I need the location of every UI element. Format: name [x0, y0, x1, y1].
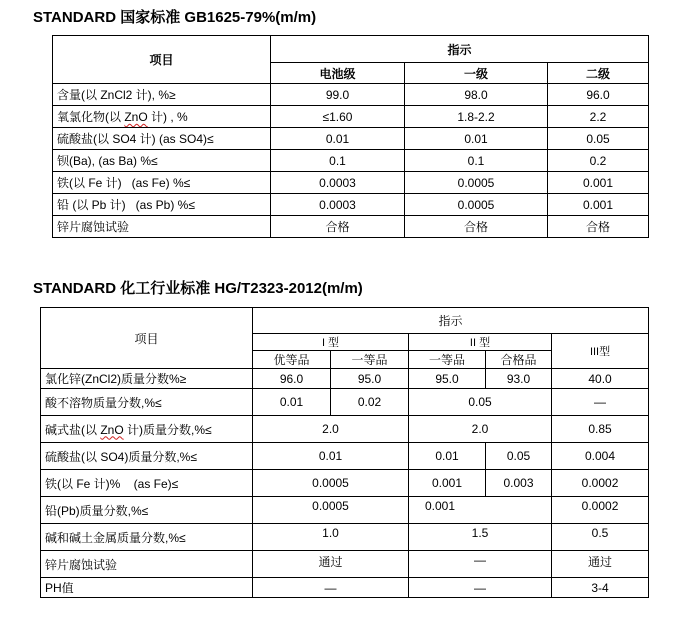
- cell-value: 93.0: [486, 369, 552, 389]
- table-row: [41, 470, 649, 497]
- cell-value: 96.0: [548, 84, 649, 106]
- section2-heading-prefix: STANDARD: [33, 280, 117, 297]
- grade-header-second: 二级: [548, 63, 649, 84]
- cell-value: —: [409, 551, 552, 578]
- gb-standard-table: [52, 35, 649, 238]
- label-part: ZnO: [100, 422, 124, 437]
- grade-header-first: 一级: [405, 63, 548, 84]
- table-row: [41, 551, 649, 578]
- row-label: 锌片腐蚀试验: [41, 551, 253, 578]
- cell-value: 0.0005: [405, 194, 548, 216]
- cell-value: 0.2: [548, 150, 649, 172]
- cell-value: 1.5: [409, 524, 552, 551]
- table-row: [53, 84, 649, 106]
- label-part: 碱式盐(以: [45, 422, 101, 437]
- cell-value: —: [253, 578, 409, 598]
- cell-value: 0.02: [331, 389, 409, 416]
- section2-heading: [33, 277, 363, 298]
- cell-value: 95.0: [409, 369, 486, 389]
- type-2-header: II 型: [409, 334, 552, 351]
- row-label: 锌片腐蚀试验: [53, 216, 271, 238]
- cell-value: 1.8-2.2: [405, 106, 548, 128]
- table-row: [41, 578, 649, 598]
- table-row: [53, 172, 649, 194]
- type-1-header: I 型: [253, 334, 409, 351]
- table-row: [41, 369, 649, 389]
- grade-header: 一等品: [331, 351, 409, 369]
- cell-value: 0.004: [552, 443, 649, 470]
- cell-value: 0.0003: [271, 172, 405, 194]
- row-label: 含量(以 ZnCl2 计), %≥: [53, 84, 271, 106]
- row-label: 硫酸盐(以 SO4 计) (as SO4)≤: [53, 128, 271, 150]
- index-header: 指示: [253, 308, 649, 334]
- grade-header-battery: 电池级: [271, 63, 405, 84]
- cell-value: 合格: [405, 216, 548, 238]
- row-label: 铅(Pb)质量分数,%≤: [41, 497, 253, 524]
- cell-value: 0.01: [405, 128, 548, 150]
- cell-value: 0.0003: [271, 194, 405, 216]
- table-row: [41, 443, 649, 470]
- cell-value: 0.0002: [552, 497, 649, 524]
- cell-value: 96.0: [253, 369, 331, 389]
- cell-value: 98.0: [405, 84, 548, 106]
- row-label: PH值: [41, 578, 253, 598]
- grade-header: 一等品: [409, 351, 486, 369]
- cell-value: 0.1: [271, 150, 405, 172]
- cell-value: 0.001: [548, 172, 649, 194]
- cell-value: 通过: [552, 551, 649, 578]
- item-header: 项目: [41, 308, 253, 369]
- cell-value: 0.1: [405, 150, 548, 172]
- type-3-header: III型: [552, 334, 649, 369]
- grade-header: 优等品: [253, 351, 331, 369]
- cell-value: 0.003: [486, 470, 552, 497]
- cell-value: 通过: [253, 551, 409, 578]
- row-label: 碱和碱土金属质量分数,%≤: [41, 524, 253, 551]
- row-label: 氯化锌(ZnCl2)质量分数%≥: [41, 369, 253, 389]
- index-header: 指示: [271, 36, 649, 63]
- row-label: 硫酸盐(以 SO4)质量分数,%≤: [41, 443, 253, 470]
- cell-value: 合格: [548, 216, 649, 238]
- cell-value: 0.0005: [253, 497, 409, 524]
- table-row: [53, 106, 649, 128]
- cell-value: 0.0002: [552, 470, 649, 497]
- cell-value: 95.0: [331, 369, 409, 389]
- cell-value: 0.001: [409, 497, 552, 524]
- grade-header: 合格品: [486, 351, 552, 369]
- label-part: 计) , %: [147, 110, 188, 124]
- row-label: [53, 106, 271, 128]
- cell-value: 3-4: [552, 578, 649, 598]
- cell-value: —: [409, 578, 552, 598]
- table-row: [41, 524, 649, 551]
- cell-value: —: [552, 389, 649, 416]
- cell-value: 0.05: [548, 128, 649, 150]
- cell-value: 0.5: [552, 524, 649, 551]
- section1-heading-title: 国家标准 GB1625-79%(m/m): [120, 9, 317, 26]
- cell-value: 0.0005: [253, 470, 409, 497]
- cell-value: 0.05: [409, 389, 552, 416]
- cell-value: 0.05: [486, 443, 552, 470]
- table-row: [41, 389, 649, 416]
- label-part: ZnO: [124, 110, 148, 124]
- section1-heading: [33, 6, 316, 27]
- table-row: [53, 216, 649, 238]
- cell-value: 2.0: [253, 416, 409, 443]
- cell-value: 1.0: [253, 524, 409, 551]
- cell-value: 0.001: [548, 194, 649, 216]
- cell-value: 0.01: [253, 389, 331, 416]
- cell-value: 合格: [271, 216, 405, 238]
- cell-value: 0.01: [409, 443, 486, 470]
- table-row: [53, 150, 649, 172]
- cell-value: 0.01: [253, 443, 409, 470]
- cell-value: 0.001: [409, 470, 486, 497]
- cell-value: 0.85: [552, 416, 649, 443]
- section2-heading-title: 化工行业标准 HG/T2323-2012(m/m): [120, 280, 363, 297]
- table-row: [53, 128, 649, 150]
- row-label: 酸不溶物质量分数,%≤: [41, 389, 253, 416]
- cell-value: 99.0: [271, 84, 405, 106]
- row-label: 铅 (以 Pb 计) (as Pb) %≤: [53, 194, 271, 216]
- row-label: [41, 416, 253, 443]
- hg-standard-table: [40, 307, 649, 598]
- table-row: [41, 416, 649, 443]
- cell-value: 40.0: [552, 369, 649, 389]
- row-label: 铁(以 Fe 计) (as Fe) %≤: [53, 172, 271, 194]
- cell-value: ≤1.60: [271, 106, 405, 128]
- label-part: 氧氯化物(以: [57, 110, 125, 124]
- row-label: 钡(Ba), (as Ba) %≤: [53, 150, 271, 172]
- cell-value: 2.0: [409, 416, 552, 443]
- cell-value: 2.2: [548, 106, 649, 128]
- table-row: [41, 497, 649, 524]
- label-part: 计)质量分数,%≤: [123, 422, 212, 437]
- section1-heading-prefix: STANDARD: [33, 9, 117, 26]
- table-row: [53, 194, 649, 216]
- item-header: 项目: [53, 36, 271, 84]
- cell-value: 0.0005: [405, 172, 548, 194]
- cell-value: 0.01: [271, 128, 405, 150]
- row-label: 铁(以 Fe 计)% (as Fe)≤: [41, 470, 253, 497]
